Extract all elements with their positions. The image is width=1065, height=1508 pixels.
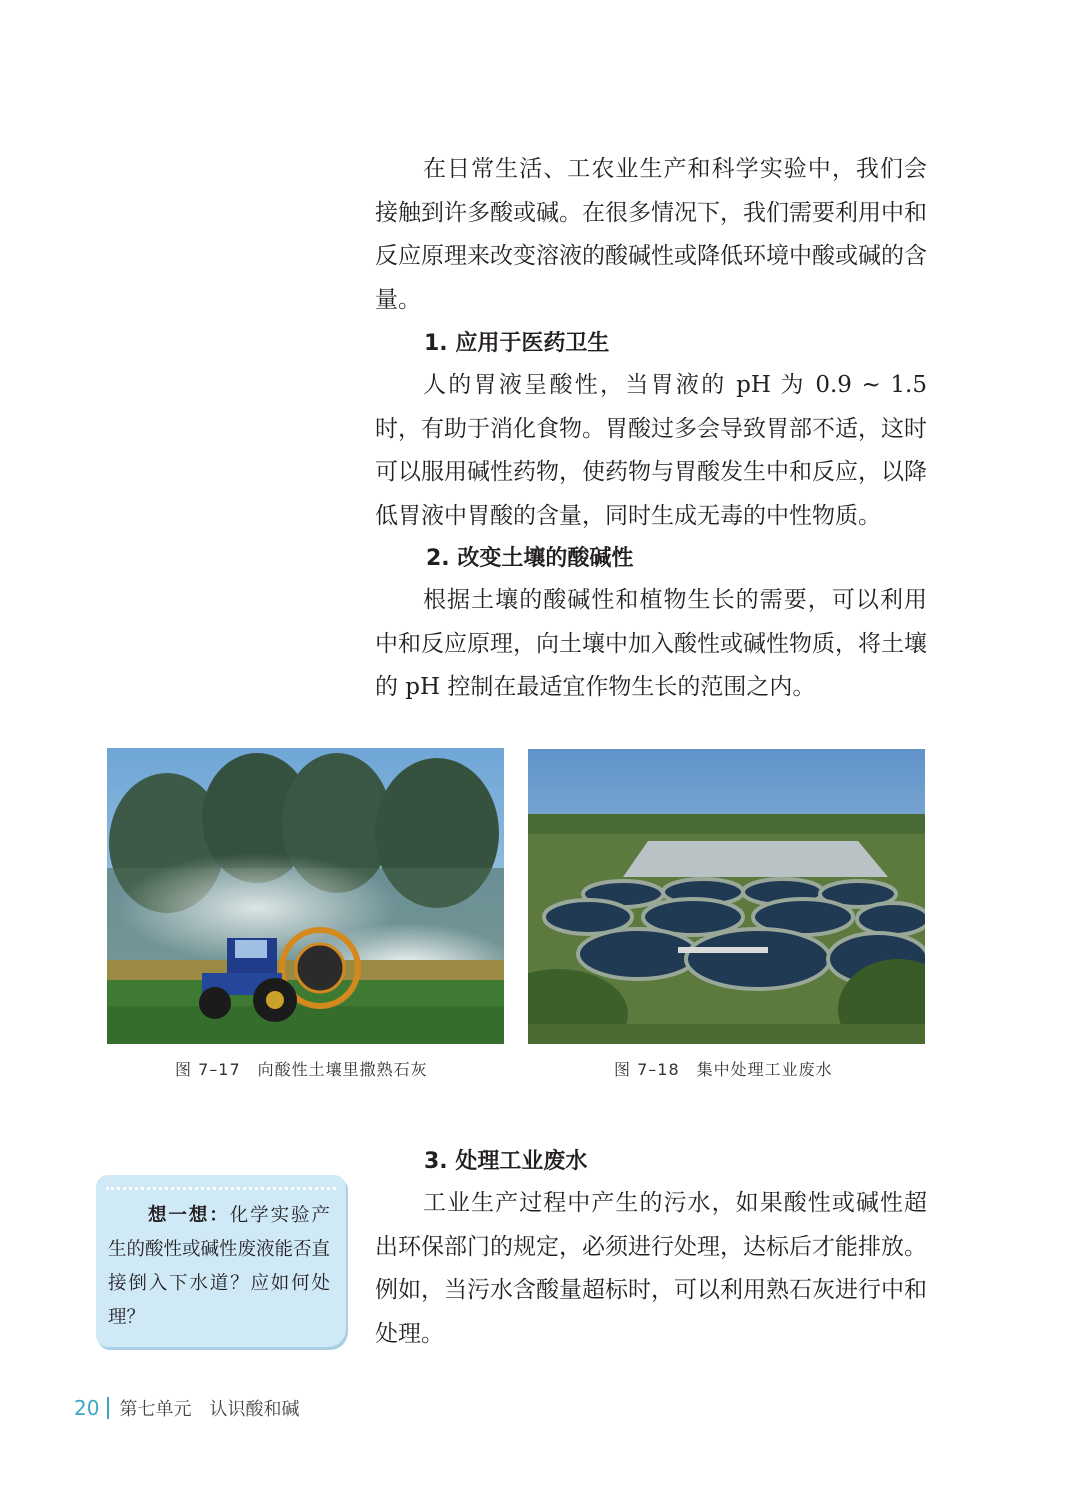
section-body-wastewater: 工业生产过程中产生的污水，如果酸性或碱性超出环保部门的规定，必须进行处理，达标后才能排放。例如，当污水含酸量超标时，可以利用熟石灰进行中和处理。 [375, 1190, 927, 1347]
figure-wastewater-photo [528, 749, 925, 1044]
figure-caption-7-17: 图 7–17 向酸性土壤里撒熟石灰 [175, 1060, 428, 1079]
section-heading-soil: 2. 改变土壤的酸碱性 [426, 546, 634, 571]
page-footer [74, 1393, 299, 1423]
think-about-it-text [108, 1199, 330, 1335]
footer-chapter-title: 认识酸和碱 [209, 1399, 300, 1420]
dotted-divider [106, 1187, 336, 1190]
think-about-it-question: 化学实验产生的酸性或碱性废液能否直接倒入下水道？应如何处理？ [108, 1205, 331, 1328]
think-about-it-label: 想一想： [148, 1205, 230, 1226]
section-heading-wastewater: 3. 处理工业废水 [424, 1149, 588, 1174]
page-number: 20 [74, 1396, 100, 1420]
footer-divider [107, 1397, 109, 1419]
intro-paragraph: 在日常生活、工农业生产和科学实验中，我们会接触到许多酸或碱。在很多情况下，我们需要利用中和反应原理来改变溶液的酸碱性或降低环境中酸或碱的含量。 [375, 156, 927, 313]
section-body-soil: 根据土壤的酸碱性和植物生长的需要，可以利用中和反应原理，向土壤中加入酸性或碱性物质，将土壤的 pH 控制在最适宜作物生长的范围之内。 [375, 587, 927, 700]
think-about-it-box [96, 1175, 346, 1347]
section-heading-medicine: 1. 应用于医药卫生 [424, 331, 610, 356]
footer-unit: 第七单元 [119, 1399, 192, 1420]
figure-tractor-photo [107, 748, 504, 1044]
figure-caption-7-18: 图 7–18 集中处理工业废水 [614, 1060, 833, 1079]
section-body-medicine: 人的胃液呈酸性，当胃液的 pH 为 0.9 ~ 1.5 时，有助于消化食物。胃酸过多会导致胃部不适，这时可以服用碱性药物，使药物与胃酸发生中和反应，以降低胃液中胃酸的含量，同时生成无毒的中性物质。 [375, 372, 927, 529]
